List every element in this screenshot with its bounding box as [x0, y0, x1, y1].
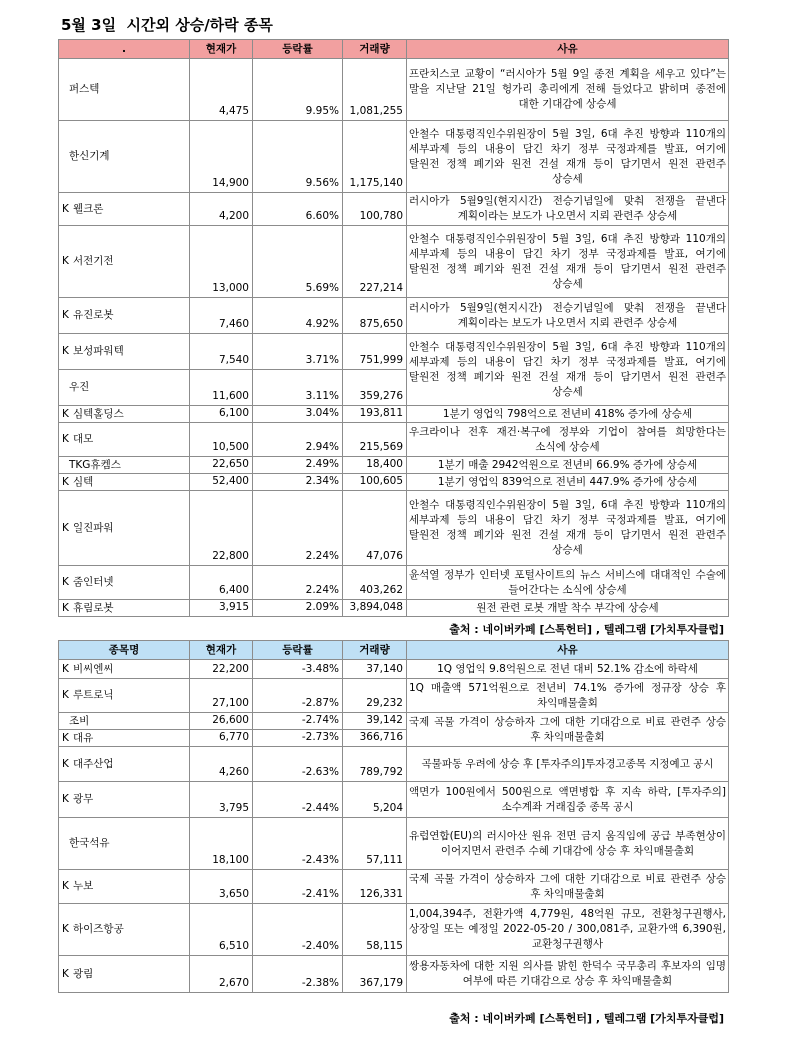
table-row: [59, 904, 729, 956]
table-row: [59, 870, 729, 904]
price-cell: 3,795: [190, 782, 253, 818]
change-cell: -2.43%: [253, 818, 343, 870]
stock-name-cell: [59, 660, 190, 679]
stock-name-cell: [59, 818, 190, 870]
table-row: [59, 566, 729, 600]
stock-name: 대유: [73, 731, 94, 744]
fall-table-header: [59, 641, 729, 660]
stock-name-cell: [59, 679, 190, 713]
price-cell: 7,460: [190, 298, 253, 334]
change-cell: -3.48%: [253, 660, 343, 679]
volume-cell: 367,179: [343, 956, 407, 993]
price-cell: 18,100: [190, 818, 253, 870]
fall-table: [58, 640, 729, 993]
volume-cell: 37,140: [343, 660, 407, 679]
change-cell: 3.04%: [253, 406, 343, 423]
reason-cell: 안철수 대통령직인수위원장이 5월 3일, 6대 추진 방향과 110개의 세부과제 등의 내용이 담긴 차기 정부 국정과제를 발표, 여기에 탈원전 정책 폐기와 원전 건설 재개 등이 담기면서 원전 관련주 상승세: [407, 334, 729, 406]
volume-cell: 100,605: [343, 474, 407, 491]
volume-cell: 1,081,255: [343, 59, 407, 121]
reason-cell: 액면가 100원에서 500원으로 액면병합 후 지속 하락, [투자주의]소수계좌 거래집중 종목 공시: [407, 782, 729, 818]
change-cell: 3.71%: [253, 334, 343, 370]
stock-name: 우진: [69, 381, 90, 393]
change-cell: 5.69%: [253, 226, 343, 298]
market-mark: K: [62, 202, 69, 215]
price-cell: 3,915: [190, 600, 253, 617]
price-cell: 4,260: [190, 747, 253, 782]
volume-cell: 789,792: [343, 747, 407, 782]
stock-name-cell: [59, 566, 190, 600]
change-cell: 9.56%: [253, 121, 343, 193]
reason-cell: 안철수 대통령직인수위원장이 5월 3일, 6대 추진 방향과 110개의 세부과제 등의 내용이 담긴 차기 정부 국정과제를 발표, 여기에 탈원전 정책 폐기와 원전 건설 재개 등이 담기면서 원전 관련주 상승세: [407, 491, 729, 566]
market-mark: K: [62, 757, 69, 770]
market-mark: K: [62, 433, 69, 445]
volume-cell: 100,780: [343, 193, 407, 226]
change-cell: 2.49%: [253, 457, 343, 474]
stock-name: 유진로봇: [73, 309, 114, 321]
stock-name: 광림: [73, 967, 94, 980]
reason-cell: 1Q 매출액 571억원으로 전년비 74.1% 증가에 정규장 상승 후 차익매물출회: [407, 679, 729, 713]
price-cell: 2,670: [190, 956, 253, 993]
reason-cell: 쌍용자동차에 대한 지원 의사를 밝힌 한덕수 국무총리 후보자의 임명 여부에 따른 기대감으로 상승 후 차익매물출회: [407, 956, 729, 993]
volume-cell: 39,142: [343, 713, 407, 730]
market-mark: K: [62, 601, 69, 614]
reason-cell: 1분기 매출 2942억원으로 전년비 66.9% 증가에 상승세: [407, 457, 729, 474]
price-cell: 10,500: [190, 423, 253, 457]
stock-name: 한신기계: [69, 150, 110, 162]
table-row: [59, 818, 729, 870]
volume-cell: 3,894,048: [343, 600, 407, 617]
change-cell: -2.74%: [253, 713, 343, 730]
volume-cell: 193,811: [343, 406, 407, 423]
table-row: [59, 782, 729, 818]
reason-cell: 1분기 영업익 839억으로 전년비 447.9% 증가에 상승세: [407, 474, 729, 491]
price-cell: 6,100: [190, 406, 253, 423]
table-row: [59, 660, 729, 679]
price-cell: 6,400: [190, 566, 253, 600]
header-change: 등락률: [253, 641, 343, 660]
stock-name-cell: [59, 298, 190, 334]
change-cell: -2.44%: [253, 782, 343, 818]
stock-name: 심텍홀딩스: [73, 407, 124, 420]
change-cell: 2.34%: [253, 474, 343, 491]
market-mark: K: [62, 662, 69, 675]
reason-cell: 1,004,394주, 전환가액 4,779원, 48억원 규모, 전환청구권행사, 상장일 또는 예정일 2022-05-20 / 300,081주, 교환가액 6,390원, 교환청구권행사: [407, 904, 729, 956]
volume-cell: 126,331: [343, 870, 407, 904]
volume-cell: 1,175,140: [343, 121, 407, 193]
volume-cell: 359,276: [343, 370, 407, 406]
stock-name: 하이즈항공: [73, 923, 124, 935]
price-cell: 26,600: [190, 713, 253, 730]
page-title: 5월 3일 시간외 상승/하락 종목: [61, 16, 273, 34]
volume-cell: 47,076: [343, 491, 407, 566]
stock-name-cell: [59, 406, 190, 423]
table-row: [59, 298, 729, 334]
table-row: [59, 121, 729, 193]
stock-name-cell: [59, 730, 190, 747]
stock-name-cell: [59, 747, 190, 782]
stock-name: 비씨엔씨: [73, 662, 114, 675]
stock-name: 퍼스텍: [69, 83, 100, 95]
header-price: 현재가: [190, 40, 253, 59]
price-cell: 6,770: [190, 730, 253, 747]
stock-name: 웰크론: [73, 202, 104, 215]
price-cell: 14,900: [190, 121, 253, 193]
market-mark: K: [62, 731, 69, 744]
stock-name: 누보: [73, 880, 94, 892]
change-cell: 2.09%: [253, 600, 343, 617]
reason-cell: 국제 곡물 가격이 상승하자 그에 대한 기대감으로 비료 관련주 상승 후 차익매물출회: [407, 870, 729, 904]
header-name: .: [59, 40, 190, 59]
rise-table-header: [59, 40, 729, 59]
table-row: [59, 59, 729, 121]
header-change: 등락률: [253, 40, 343, 59]
stock-name: 보성파워텍: [73, 345, 124, 357]
market-mark: K: [62, 309, 69, 321]
change-cell: -2.63%: [253, 747, 343, 782]
price-cell: 4,475: [190, 59, 253, 121]
market-mark: K: [62, 923, 69, 935]
reason-cell: 윤석열 정부가 인터넷 포털사이트의 뉴스 서비스에 대대적인 수술에 들어간다는 소식에 상승세: [407, 566, 729, 600]
table-row: [59, 334, 729, 370]
change-cell: 4.92%: [253, 298, 343, 334]
stock-name: 서전기전: [73, 255, 114, 267]
stock-name-cell: [59, 457, 190, 474]
stock-name-cell: [59, 334, 190, 370]
price-cell: 11,600: [190, 370, 253, 406]
market-mark: K: [62, 475, 69, 488]
volume-cell: 57,111: [343, 818, 407, 870]
header-price: 현재가: [190, 641, 253, 660]
table-row: [59, 474, 729, 491]
stock-name-cell: [59, 474, 190, 491]
stock-name: 대모: [73, 433, 94, 445]
change-cell: -2.41%: [253, 870, 343, 904]
volume-cell: 366,716: [343, 730, 407, 747]
change-cell: 6.60%: [253, 193, 343, 226]
stock-name: 일진파워: [73, 521, 114, 534]
source-note: 출처 : 네이버카페 [스톡헌터] , 텔레그램 [가치투자클럽]: [449, 1012, 724, 1025]
reason-cell: 안철수 대통령직인수위원장이 5월 3일, 6대 추진 방향과 110개의 세부과제 등의 내용이 담긴 차기 정부 국정과제를 발표, 여기에 탈원전 정책 폐기와 원전 건설 재개 등이 담기면서 원전 관련주 상승세: [407, 226, 729, 298]
price-cell: 6,510: [190, 904, 253, 956]
reason-cell: 국제 곡물 가격이 상승하자 그에 대한 기대감으로 비료 관련주 상승 후 차익매물출회: [407, 713, 729, 747]
stock-name-cell: [59, 370, 190, 406]
stock-name-cell: [59, 782, 190, 818]
market-mark: K: [62, 255, 69, 267]
stock-name-cell: [59, 491, 190, 566]
table-row: [59, 406, 729, 423]
price-cell: 52,400: [190, 474, 253, 491]
reason-cell: 원전 관련 로봇 개발 착수 부각에 상승세: [407, 600, 729, 617]
change-cell: -2.40%: [253, 904, 343, 956]
stock-name: 심텍: [73, 475, 94, 488]
stock-name: 한국석유: [69, 837, 110, 849]
table-row: [59, 956, 729, 993]
table-row: [59, 747, 729, 782]
stock-name-cell: [59, 904, 190, 956]
volume-cell: 215,569: [343, 423, 407, 457]
market-mark: K: [62, 689, 69, 701]
table-row: [59, 600, 729, 617]
stock-name: 휴림로봇: [73, 601, 114, 614]
stock-name-cell: [59, 226, 190, 298]
table-row: [59, 457, 729, 474]
market-mark: K: [62, 345, 69, 357]
source-note: 출처 : 네이버카페 [스톡헌터] , 텔레그램 [가치투자클럽]: [449, 623, 724, 636]
change-cell: -2.87%: [253, 679, 343, 713]
stock-name-cell: [59, 423, 190, 457]
stock-name-cell: [59, 121, 190, 193]
stock-name: 조비: [69, 714, 90, 727]
volume-cell: 751,999: [343, 334, 407, 370]
stock-name-cell: [59, 600, 190, 617]
reason-cell: 유럽연합(EU)의 러시아산 원유 전면 금지 움직임에 공급 부족현상이 이어지면서 관련주 수혜 기대감에 상승 후 차익매물출회: [407, 818, 729, 870]
header-volume: 거래량: [343, 641, 407, 660]
reason-cell: 프란치스코 교황이 “러시아가 5월 9일 종전 계획을 세우고 있다”는 말을 지난달 21일 헝가리 총리에게 전해 들었다고 밝히며 종전에 대한 기대감에 상승세: [407, 59, 729, 121]
change-cell: -2.38%: [253, 956, 343, 993]
reason-cell: 러시아가 5월9일(현지시간) 전승기념일에 맞춰 전쟁을 끝낸다 계획이라는 보도가 나오면서 지뢰 관련주 상승세: [407, 298, 729, 334]
market-mark: K: [62, 521, 69, 534]
stock-name: 줌인터넷: [73, 576, 114, 588]
price-cell: 3,650: [190, 870, 253, 904]
market-mark: K: [62, 576, 69, 588]
header-reason: 사유: [407, 641, 729, 660]
stock-name: 대주산업: [73, 757, 114, 770]
reason-cell: 곡물파동 우려에 상승 후 [투자주의]투자경고종목 지정예고 공시: [407, 747, 729, 782]
stock-name-cell: [59, 956, 190, 993]
price-cell: 13,000: [190, 226, 253, 298]
stock-name: 광무: [73, 793, 94, 805]
header-name: 종목명: [59, 641, 190, 660]
price-cell: 22,800: [190, 491, 253, 566]
volume-cell: 875,650: [343, 298, 407, 334]
reason-cell: 안철수 대통령직인수위원장이 5월 3일, 6대 추진 방향과 110개의 세부과제 등의 내용이 담긴 차기 정부 국정과제를 발표, 여기에 탈원전 정책 폐기와 원전 건설 재개 등이 담기면서 원전 관련주 상승세: [407, 121, 729, 193]
volume-cell: 5,204: [343, 782, 407, 818]
change-cell: 9.95%: [253, 59, 343, 121]
price-cell: 22,200: [190, 660, 253, 679]
market-mark: K: [62, 793, 69, 805]
market-mark: K: [62, 967, 69, 980]
reason-cell: 1Q 영업익 9.8억원으로 전년 대비 52.1% 감소에 하락세: [407, 660, 729, 679]
stock-name-cell: [59, 59, 190, 121]
header-volume: 거래량: [343, 40, 407, 59]
change-cell: 2.24%: [253, 491, 343, 566]
volume-cell: 227,214: [343, 226, 407, 298]
volume-cell: 58,115: [343, 904, 407, 956]
change-cell: 3.11%: [253, 370, 343, 406]
price-cell: 22,650: [190, 457, 253, 474]
rise-table: [58, 39, 729, 617]
price-cell: 4,200: [190, 193, 253, 226]
change-cell: 2.24%: [253, 566, 343, 600]
price-cell: 27,100: [190, 679, 253, 713]
change-cell: -2.73%: [253, 730, 343, 747]
stock-name-cell: [59, 870, 190, 904]
volume-cell: 403,262: [343, 566, 407, 600]
stock-name-cell: [59, 193, 190, 226]
table-row: [59, 423, 729, 457]
table-row: [59, 491, 729, 566]
volume-cell: 29,232: [343, 679, 407, 713]
table-row: [59, 193, 729, 226]
reason-cell: 우크라이나 전후 재건·복구에 정부와 기업이 참여를 희망한다는 소식에 상승세: [407, 423, 729, 457]
market-mark: K: [62, 407, 69, 420]
stock-name: 루트로닉: [73, 689, 114, 701]
market-mark: K: [62, 880, 69, 892]
price-cell: 7,540: [190, 334, 253, 370]
table-row: [59, 679, 729, 713]
header-reason: 사유: [407, 40, 729, 59]
stock-name: TKG휴켐스: [69, 458, 121, 471]
reason-cell: 러시아가 5월9일(현지시간) 전승기념일에 맞춰 전쟁을 끝낸다 계획이라는 보도가 나오면서 지뢰 관련주 상승세: [407, 193, 729, 226]
table-row: [59, 713, 729, 730]
stock-name-cell: [59, 713, 190, 730]
volume-cell: 18,400: [343, 457, 407, 474]
change-cell: 2.94%: [253, 423, 343, 457]
reason-cell: 1분기 영업익 798억으로 전년비 418% 증가에 상승세: [407, 406, 729, 423]
table-row: [59, 226, 729, 298]
